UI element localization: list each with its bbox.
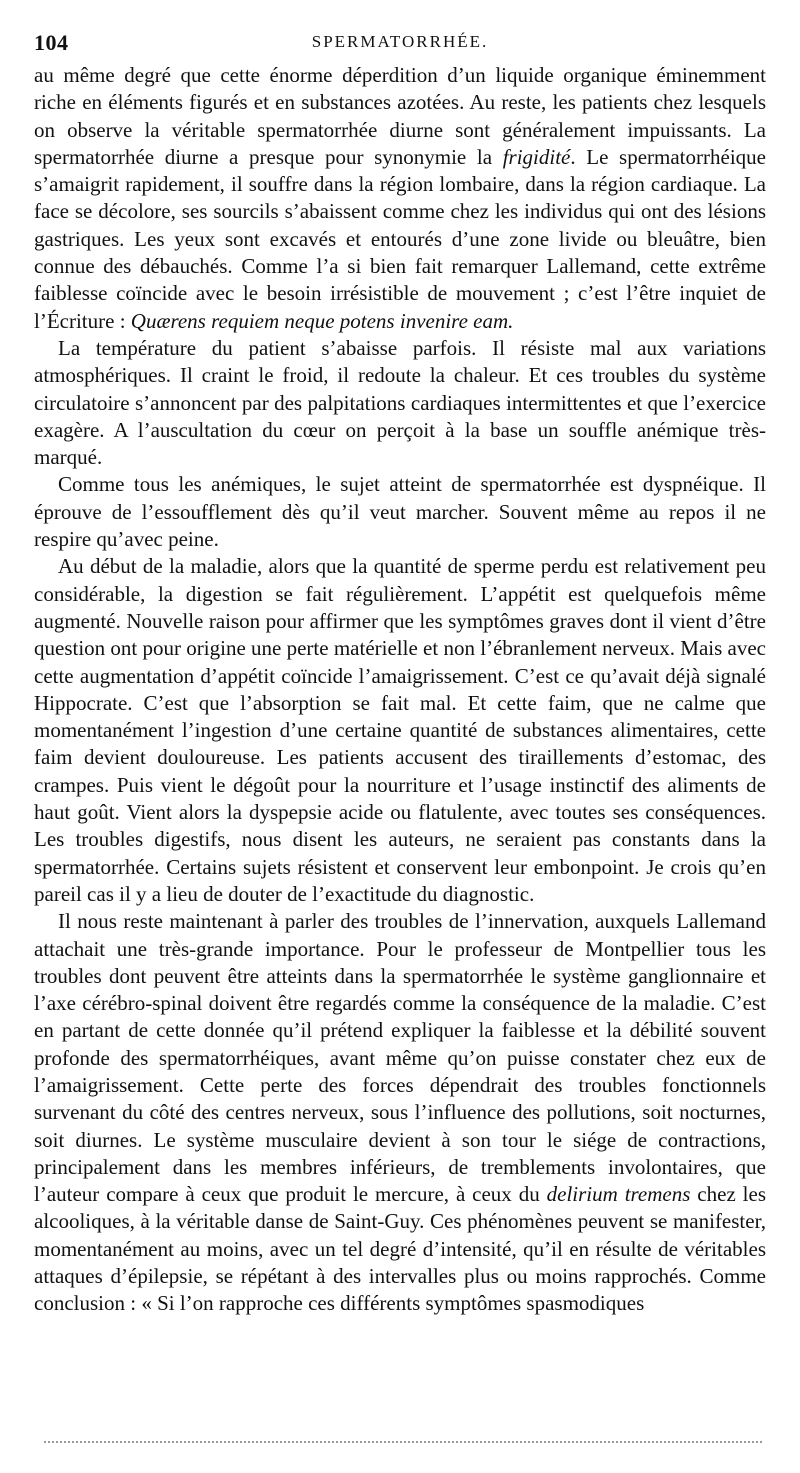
paragraph bbox=[34, 908, 766, 1317]
text-run: . Le spermatorrhéique s’amaigrit rapidement, il souffre dans la région lombaire, dans la région cardiaque. La face se décolore, ses sourcils s’abaissent comme chez les individus qui ont des lésions gastriques. Les yeux sont excavés et entourés d’une zone livide ou bleuâtre, bien connue des débauchés. Comme l’a si bien fait remarquer Lallemand, cette extrême faiblesse coïncide avec le besoin irrésistible de mouvement ; c’est l’être inquiet de l’Écriture : bbox=[34, 144, 766, 333]
text-run: Il nous reste maintenant à parler des troubles de l’innervation, auxquels Lallemand attachait une très-grande importance. Pour le professeur de Montpellier tous les troubles dont peuvent être atteints dans la spermatorrhée le système ganglionnaire et l’axe cérébro-spinal doivent être regardés comme la conséquence de la maladie. C’est en partant de cette donnée qu’il prétend expliquer la faiblesse et la débilité souvent profonde des spermatorrhéiques, avant même qu’on puisse constater chez eux de l’amaigrissement. Cette perte des forces dépendrait des troubles fonctionnels survenant du côté des centres nerveux, sous l’influence des pollutions, soit nocturnes, soit diurnes. Le système musculaire devient à son tour le siége de contractions, principalement dans les membres inférieurs, de tremblements involontaires, que l’auteur compare à ceux que produit le mercure, à ceux du bbox=[34, 909, 766, 1207]
running-head bbox=[34, 26, 766, 62]
italic-text: frigidité bbox=[502, 144, 571, 169]
text-run: La température du patient s’abaisse parfois. Il résiste mal aux variations atmosphériques. Il craint le froid, il redoute la chaleur. Et ces troubles du système circulatoire s’annoncent par des palpitations cardiaques intermittentes et que l’exercice exagère. A l’auscultation du cœur on perçoit à la base un souffle anémique très-marqué. bbox=[34, 335, 766, 470]
text-run: Au début de la maladie, alors que la quantité de sperme perdu est relativement peu considérable, la digestion se fait régulièrement. L’appétit est quelquefois même augmenté. Nouvelle raison pour affirmer que les symptômes graves dont il vient d’être question ont pour origine une perte matérielle et non l’ébranlement nerveux. Mais avec cette augmentation d’appétit coïncide l’amaigrissement. C’est ce qu’avait déjà signalé Hippocrate. C’est que l’absorption se fait mal. Et cette faim, que ne calme que momentanément l’ingestion d’une certaine quantité de substances alimentaires, cette faim devient douloureuse. Les patients accusent des tiraillements d’estomac, des crampes. Puis vient le dégoût pour la nourriture et l’usage instinctif des aliments de haut goût. Vient alors la dyspepsie acide ou flatulente, avec toutes ses conséquences. Les troubles digestifs, nous disent les auteurs, ne seraient pas constants dans la spermatorrhée. Certains sujets résistent et conservent leur embonpoint. Je crois qu’en pareil cas il y a lieu de douter de l’exactitude du diagnostic. bbox=[34, 554, 766, 906]
italic-text: delirium tremens bbox=[546, 1182, 691, 1207]
body-text bbox=[34, 62, 766, 1318]
page-number: 104 bbox=[34, 30, 69, 55]
footer-rule bbox=[44, 1441, 762, 1443]
text-run: chez les alcooliques, à la véritable danse de Saint-Guy. Ces phénomènes peuvent se manifester, momentanément au moins, avec un tel degré d’intensité, qu’il en résulte de véritables attaques d’épilepsie, se répétant à des intervalles plus ou moins rapprochés. Comme conclusion : « Si l’on rapproche ces différents symptômes spasmodiques bbox=[34, 1182, 767, 1316]
italic-text: Quærens requiem neque potens invenire eam. bbox=[130, 308, 514, 333]
paragraph bbox=[34, 471, 766, 553]
paragraph bbox=[34, 553, 766, 908]
running-title: SPERMATORRHÉE. bbox=[311, 32, 489, 51]
paragraph bbox=[34, 335, 766, 471]
book-page bbox=[34, 26, 766, 1318]
text-run: Comme tous les anémiques, le sujet atteint de spermatorrhée est dyspnéique. Il éprouve de l’essoufflement dès qu’il veut marcher. Souvent même au repos il ne respire qu’avec peine. bbox=[34, 472, 766, 552]
text-run: au même degré que cette énorme déperdition d’un liquide organique éminemment riche en éléments figurés et en substances azotées. Au reste, les patients chez lesquels on observe la véritable spermatorrhée diurne sont généralement impuissants. La spermatorrhée diurne a presque pour synonymie la bbox=[34, 63, 766, 169]
paragraph bbox=[34, 62, 766, 335]
